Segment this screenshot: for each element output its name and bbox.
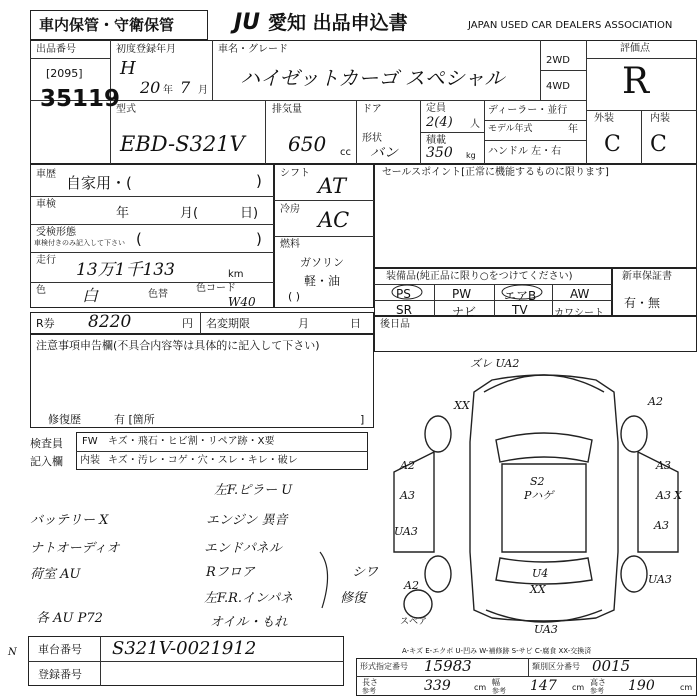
inspection-label: 車検 [36, 199, 56, 210]
model-year-label: モデル年式 [488, 124, 533, 134]
corner-mark: N [8, 647, 17, 658]
equip-ps: PS [396, 287, 411, 301]
equip-airbag-circle [500, 284, 544, 300]
ju-logo: JU [234, 10, 261, 35]
sales-point-box [374, 164, 697, 268]
mark-ua3-rear: UA3 [534, 623, 558, 636]
mark-a2-front-right: A2 [648, 395, 663, 408]
damage-legend: A-キズ E-エクボ U-凹み W-補修跡 S-サビ C-腐食 XX-交換済 [402, 647, 592, 655]
type-number: 0015 [592, 657, 631, 675]
load-value: 350 [426, 145, 453, 161]
equip-navi: ナビ [452, 305, 477, 319]
recycle-row [30, 312, 374, 334]
reg-label: 登録番号 [38, 668, 82, 681]
interior-grade: C [650, 132, 667, 157]
exterior-label: 外装 [594, 113, 614, 124]
door-label: ドア [362, 104, 382, 115]
drive-2wd: 2WD [546, 55, 570, 66]
entry-label: 記入欄 [30, 455, 63, 468]
notes-label: 注意事項申告欄(不具合内容等は具体的に記入して下さい) [36, 339, 320, 352]
chassis-value: S321V-0021912 [112, 638, 257, 659]
recycle-label: R券 [36, 317, 55, 330]
mark-xx-rear: XX [530, 583, 546, 596]
fuel-label: 燃料 [280, 239, 300, 250]
dealer-label: ディーラー・並行 [488, 105, 568, 116]
org-title: 愛知 出品申込書 [268, 12, 408, 34]
warranty-value: 有・無 [624, 296, 661, 310]
registration-month: 7 [180, 78, 191, 97]
mark-a3-right: A3 [656, 459, 671, 472]
spare-label: スペア [400, 617, 428, 627]
lot-bracket: [2095] [46, 67, 83, 80]
mark-front: ズレ UA2 [470, 357, 520, 370]
displacement-label: 排気量 [272, 104, 302, 115]
inspector-label: 検査員 [30, 437, 63, 450]
equip-sr: SR [396, 303, 412, 317]
repair-label: 修復歴 [48, 413, 81, 426]
fuel-diesel: 軽・油 [304, 274, 341, 288]
storage-label: 車内保管・守衛保管 [39, 16, 175, 34]
mark-xx-front: XX [454, 399, 470, 412]
drive-4wd: 4WD [546, 81, 570, 92]
later-date-label: 後日品 [380, 319, 410, 330]
equip-leather: カワシート [554, 308, 604, 319]
model-label: 型式 [116, 104, 136, 115]
equip-tv: TV [512, 303, 528, 317]
shift-value: AT [318, 174, 347, 198]
equip-airbag: エアB [504, 289, 537, 303]
mark-a3-right-2: A3 [656, 489, 671, 502]
color-code: W40 [228, 295, 256, 309]
chassis-label: 車台番号 [38, 643, 82, 656]
registration-era: H [120, 58, 136, 79]
equipment-label: 装備品(純正品に限り○をつけてください) [386, 271, 573, 282]
later-date-box [374, 316, 697, 352]
history-label: 車歴 [36, 169, 56, 180]
auction-sheet: 車内保管・守衛保管 JU 愛知 出品申込書 JAPAN USED CAR DEALERS ASSOCIATION 出品番号 [2095] 35119 初度登録年月 H 20 年 7 月 車名・グレード ハイゼットカーゴ スペシャル 2WD 4WD 評価点 R 外装 内装 C C 型式 EBD-S321V 排気量 650 cc ドア 形状 バン 定員 2(4) 人 積載 350 kg ディーラー・並行 モデル年式 年 ハンドル 左・右 車歴 自家用・( ) 車検 年 月( 日) 受検形態 車検付きのみ記入して下さい ( ) 走行 13万1千133 km 色 白 色替 色コード W40 シフト AT 冷房 AC 燃料 ガソリン 軽・油 ( ) セールスポイント[正常に機能するものに限ります] 装備品(純正品に限り○をつけてください) PS PW エアB AW SR ナビ TV カワシート 新車保証書 有・無 R券 8220 円 名変期限 月 日 後日品 注意事項申告欄(不具合内容等は具体的に記入して下さい) 修復歴 有 [箇所 ] 検査員 記入欄 FW キズ・飛石・ヒビ割・リペア跡・X要 内装 キズ・汚レ・コゲ・穴・スレ・キレ・破レ 左F.ピラー U バッテリー X エンジン 異音 ナトオーディオ エンドパネル 荷室 AU Rフロア 左F.R.インパネ シワ 修復 各 AU P72 オイル・もれ ズレ UA2 XX A2 A3 A2 A3 UA3 A3 A3 X S2 Pハゲ U4 XX A2 UA3 UA3 スペア A-キズ E-エクボ U-凹み W-補修跡 S-サビ C-腐食 XX-交換済 車台番号 S321V-0021912 登録番号 N 形式指定番号 15983 類別区分番号 0015 長さ 参考 339 cm 幅 参考 147 cm 高さ 参考 190 cm [0, 0, 700, 700]
grade-score: R [622, 61, 650, 102]
inspect-form-label: 受検形態 [36, 227, 76, 238]
mark-a2-left: A2 [400, 459, 415, 472]
shape-label: 形状 [362, 133, 382, 144]
car-name-label: 車名・グレード [218, 44, 288, 55]
color-label: 色 [36, 285, 46, 296]
format-label: 形式指定番号 [360, 662, 408, 671]
type-label: 類別区分番号 [532, 662, 580, 671]
capacity-value: 2(4) [426, 115, 453, 130]
mark-u4: U4 [532, 567, 549, 580]
registration-year: 20 [140, 78, 161, 97]
fw-items: キズ・飛石・ヒビ割・リペア跡・X要 [108, 436, 275, 447]
displacement-value: 650 [288, 132, 327, 156]
mark-s2: S2 [530, 475, 545, 488]
shape-value: バン [370, 145, 398, 161]
length-value: 339 [424, 678, 451, 694]
color-code-label: 色コード [196, 283, 236, 294]
mark-ua3-rear-right: UA3 [648, 573, 672, 586]
lot-label: 出品番号 [36, 44, 76, 55]
exterior-grade: C [604, 132, 621, 157]
color-value: 白 [82, 286, 99, 305]
height-value: 190 [628, 678, 655, 694]
storage-label-box [30, 10, 208, 40]
mark-a2-rear: A2 [404, 579, 419, 592]
mark-x-right: X [674, 489, 682, 502]
mark-paint-peel: Pハゲ [524, 489, 554, 502]
repair-value: 有 [箇所 [114, 413, 155, 426]
car-name-value: ハイゼットカーゴ スペシャル [240, 66, 505, 90]
grade-label: 評価点 [620, 43, 650, 54]
aircon-value: AC [318, 208, 350, 232]
mileage-value: 13万1千133 [76, 260, 175, 280]
shift-label: シフト [280, 168, 310, 179]
recycle-value: 8220 [88, 312, 132, 332]
equip-aw: AW [570, 287, 590, 301]
color-change-label: 色替 [148, 289, 168, 300]
mark-a3-right-3: A3 [654, 519, 669, 532]
org-english: JAPAN USED CAR DEALERS ASSOCIATION [468, 20, 673, 31]
handle-label: ハンドル 左・右 [488, 146, 562, 157]
fuel-gasoline: ガソリン [300, 256, 344, 269]
width-value: 147 [530, 678, 557, 694]
capacity-label: 定員 [426, 103, 446, 114]
mark-a3-left: A3 [400, 489, 415, 502]
remarks-bracket [318, 550, 338, 610]
format-number: 15983 [424, 657, 472, 675]
lot-number: 35119 [40, 86, 121, 112]
mileage-label: 走行 [36, 255, 56, 266]
aircon-label: 冷房 [280, 204, 300, 215]
warranty-label: 新車保証書 [622, 271, 672, 282]
name-change-label: 名変期限 [206, 317, 250, 330]
interior-items: キズ・汚レ・コゲ・穴・スレ・キレ・破レ [108, 455, 298, 466]
registration-label: 初度登録年月 [116, 44, 176, 55]
interior-label: 内装 [650, 113, 670, 124]
history-value: 自家用・( [66, 174, 132, 192]
mark-ua3-left: UA3 [394, 525, 418, 538]
model-value: EBD-S321V [120, 132, 245, 156]
load-label: 積載 [426, 135, 446, 146]
equip-ps-circle [390, 284, 424, 300]
sales-point-label: セールスポイント[正常に機能するものに限ります] [382, 167, 609, 178]
equip-pw: PW [452, 287, 472, 301]
